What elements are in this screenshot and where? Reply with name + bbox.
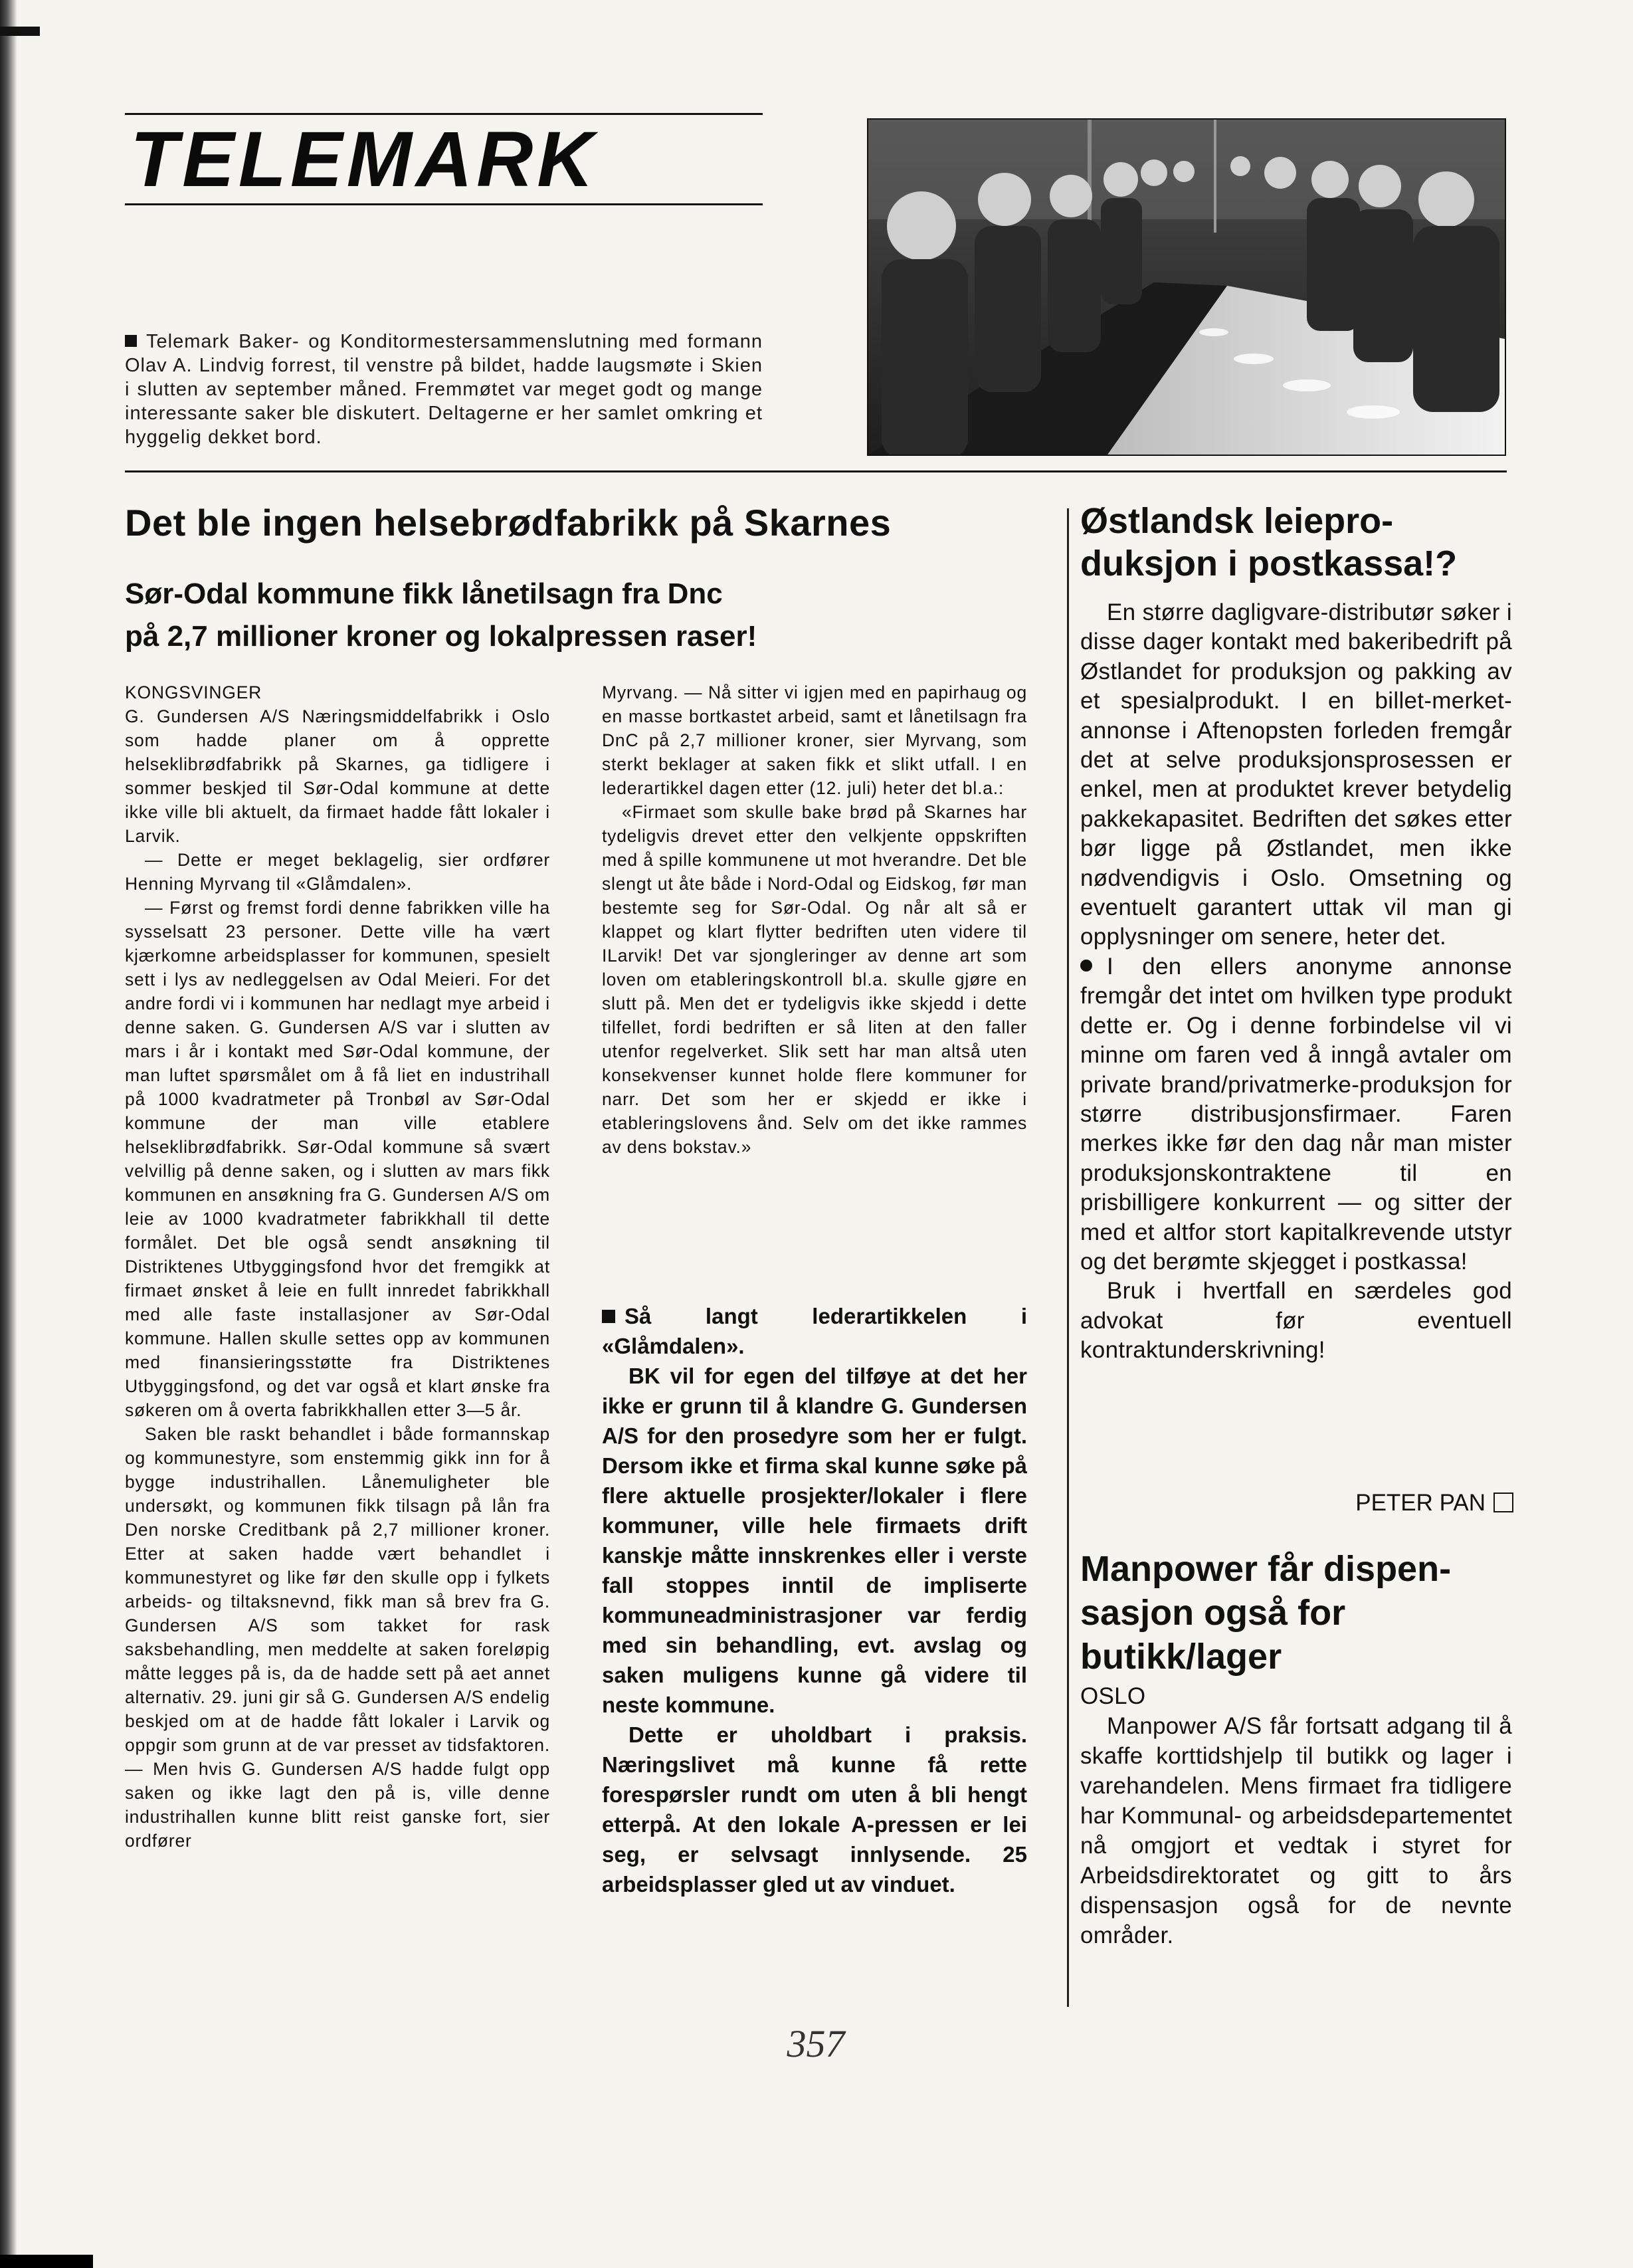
manpower-headline-line-3: butikk/lager [1080,1637,1282,1677]
editorial-para-3: Dette er uholdbart i praksis. Næringslivet må kunne få rette forespørsler rundt om uten å bli hengt etterpå. At den lokale A-pressen er lei seg, er selvsagt innlysende. 25 arbeidsplasser gled ut av vinduet. [602,1722,1027,1897]
manpower-headline-line-1: Manpower får dispen- [1080,1549,1452,1589]
masthead-bottom-rule [125,203,763,205]
right-para-2: I den ellers anonyme annonse fremgår det intet om hvilken type produkt dette er. Og i denne forbindelse vil vi minne om faren ved å inngå avtaler om private brand/privatmerke-produksjon for større distribusjonsfirmaer. Faren merkes ikke før den dag når man mister produksjonskontraktene til en prisbilligere konkurrent — og sitter der med et altfor stort kapitalkrevende utstyr og det berømte skjegget i postkassa! [1080,953,1512,1275]
main-article-column-1 [125,680,550,1853]
editorial-para-2: BK vil for egen del tilføye at det her ikke er grunn til å klandre G. Gundersen A/S for den prosedyre som her er fulgt. Dersom ikke et firma skal kunne søke på flere aktuelle prosjekter/lokaler i flere kommuner, ville hele firmaets drift kanskje måtte innskrenkes eller i verste fall stoppes inntil de impliserte kommuneadministrasjoner var ferdig med sin behandling, evt. avslag og saken muligens kunne gå videre til neste kommune. [602,1364,1027,1717]
right-headline-line-1: Østlandsk leiepro- [1080,501,1394,541]
manpower-headline [1080,1547,1519,1679]
editorial-para-1: Så langt lederartikkelen i «Glåmdalen». [602,1304,1027,1358]
photo-caption [125,330,763,449]
right-article-byline [1080,1489,1513,1518]
scan-corner-mark [0,27,40,36]
right-article-headline [1080,500,1519,585]
right-para-3: Bruk i hvertfall en særdeles god advokat før eventuell kontraktunderskrivning! [1080,1278,1512,1364]
photo-caption-text: Telemark Baker- og Konditormestersammenslutning med formann Olav A. Lindvig forrest, til venstre på bildet, hadde laugsmøte i Skien i slutten av september måned. Fremmøtet var meget godt og mange interessante saker ble diskutert. Deltagerne er her samlet omkring et hyggelig dekket bord. [125,331,763,448]
right-headline-line-2: duksjon i postkassa!? [1080,544,1458,583]
byline-text: PETER PAN [1355,1490,1486,1516]
col1-paragraph: G. Gundersen A/S Næringsmiddelfabrikk i Oslo som hadde planer om å opprette helseklibrødfabrikk på Skarnes, ga tidligere i sommer beskjed til Sør-Odal kommune at dette ikke ville bli aktuelt, da firmaet hadde fått lokaler i Larvik. [125,706,550,846]
col1-paragraph: — Dette er meget beklagelig, sier ordfører Henning Myrvang til «Glåmdalen». [125,850,550,894]
manpower-headline-line-2: sasjon også for [1080,1593,1346,1633]
col1-paragraph: — Først og fremst fordi denne fabrikken ville ha sysselsatt 23 personer. Dette ville ha vært kjærkomne arbeidsplasser for kommunen, spesielt sett i lys av nedleggelsen av Odal Meieri. For det andre fordi vi i kommunen har nedlagt mye arbeid i denne saken. G. Gundersen A/S var i slutten av mars i år i kontakt med Sør-Odal kommune, der man luftet spørsmålet om å få liet en industrihall på 1000 kvadratmeter på Tronbøl av Sør-Odal kommune der man ville etablere helseklibrødfabrikk. Sør-Odal kommune så svært velvillig på denne saken, og i slutten av mars fikk kommunen en ansøkning fra G. Gundersen A/S om leie av 1000 kvadratmeter fabrikkhall til dette formålet. Det ble også sendt ansøkning til Distriktenes Utbyggingsfond hvor det fremgikk at firmaet ønsket å leie en fullt innredet fabrikkhall med alle faste installasjoner av Sør-Odal kommune. Hallen skulle settes opp av kommunen med finansieringsstøtte fra Distriktenes Utbyggingsfond, og det var også et klart ønske fra søkeren om å overta fabrikkhallen etter 3—5 år. [125,898,550,1420]
subhead-line-1: Sør-Odal kommune fikk lånetilsagn fra Dnc [125,577,723,610]
scan-shadow-edge [0,0,17,2268]
end-mark-box [1493,1493,1513,1512]
subhead-line-2: på 2,7 millioner kroner og lokalpressen raser! [125,620,757,653]
right-article-body [1080,598,1512,1366]
caption-square-bullet [125,335,137,347]
col1-paragraph: Saken ble raskt behandlet i både formannskap og kommunestyre, som enstemmig gikk inn for å bygge industrihallen. Lånemuligheter ble undersøkt, og kommunen fikk tilsagn på lån fra Den norske Creditbank på 2,7 millioner kroner. Etter at saken hadde vært behandlet i kommunestyret og like før den skulle opp i fylkets arbeids- og tiltaksnevnd, fikk man så brev fra G. Gundersen A/S som takket for rask saksbehandling, men meddelte at saken foreløpig måtte legges på is, da de hadde sett på aet annet alternativ. 29. juni gir så G. Gundersen A/S endelig beskjed om at de hadde fått lokaler i Larvik og oppgir som grunn at de var presset av tidsfaktoren. — Men hvis G. Gundersen A/S hadde fulgt opp saken og ikke lagt den på is, ville denne industrihallen kunne blitt reist ganske fort, sier ordfører [125,1424,550,1851]
main-subheadline [125,573,1042,658]
manpower-body: Manpower A/S får fortsatt adgang til å skaffe korttidshjelp til butikk og lager i varehandelen. Mens firmaet fra tidligere har Kommunal- og arbeidsdepartementet nå omgjort et vedtak i styret for Arbeidsdirektoratet og gitt to års dispensasjon også for de nevnte områder. [1080,1713,1512,1948]
col2-paragraph: «Firmaet som skulle bake brød på Skarnes har tydeligvis drevet etter den velkjente oppskriften med å spille kommunene ut mot hverandre. Det ble slengt ut åte både i Nord-Odal og Eidskog, før man bestemte seg for Sør-Odal. Og når alt så er klappet og klart flytter bedriften uten videre til ILarvik! Det var sjongleringer av denne art som loven om etableringskontroll bl.a. skulle gjøre en slutt på. Men det er tydeligvis ikke skjedd i dette tilfellet, fordi bedriften er så liten at den faller utenfor regelverket. Slik sett har man altså uten konsekvenser kunnet holde flere kommuner for narr. Det som her er skjedd er ikke i etableringslovens ånd. Selv om det ikke rammes av dens bokstav.» [602,802,1027,1157]
col2-paragraph: Myrvang. — Nå sitter vi igjen med en papirhaug og en masse bortkastet arbeid, samt et lånetilsagn fra DnC på 2,7 millioner kroner, sier Myrvang, som sterkt beklager at saken fikk et slikt utfall. I en lederartikkel dagen etter (12. juli) heter det bl.a.: [602,682,1027,798]
section-divider-rule [125,470,1507,472]
column-divider-rule [1067,508,1069,2007]
editorial-comment [602,1301,1027,1899]
group-photo-illustration [868,120,1505,455]
masthead-title: TELEMARK [130,116,598,203]
manpower-dateline: OSLO [1080,1683,1146,1709]
editorial-square-bullet [602,1310,615,1323]
right-para-1: En større dagligvare-distributør søker i disse dager kontakt med bakeribedrift på Østlandet for produksjon og pakking av et spesialprodukt. I en billet-merket-annonse i Aftenopsten forleden fremgår det at selve produksjonsprosessen er enkel, men at produktet krever betydelig pakkekapasitet. Bedriften det søkes etter bør ligge på Østlandet, men ikke nødvendigvis i Oslo. Omsetning og eventuelt garantert uttak vil man gi opplysninger om senere, heter det. [1080,599,1512,950]
right-round-bullet [1080,960,1092,972]
group-photo [867,118,1506,456]
main-article-column-2 [602,680,1027,1159]
manpower-article-body [1080,1681,1512,1950]
main-dateline: KONGSVINGER [125,682,262,702]
scan-corner-mark-bottom [0,2255,93,2268]
main-headline: Det ble ingen helsebrødfabrikk på Skarnes [125,502,892,544]
page-number: 357 [787,2022,845,2065]
